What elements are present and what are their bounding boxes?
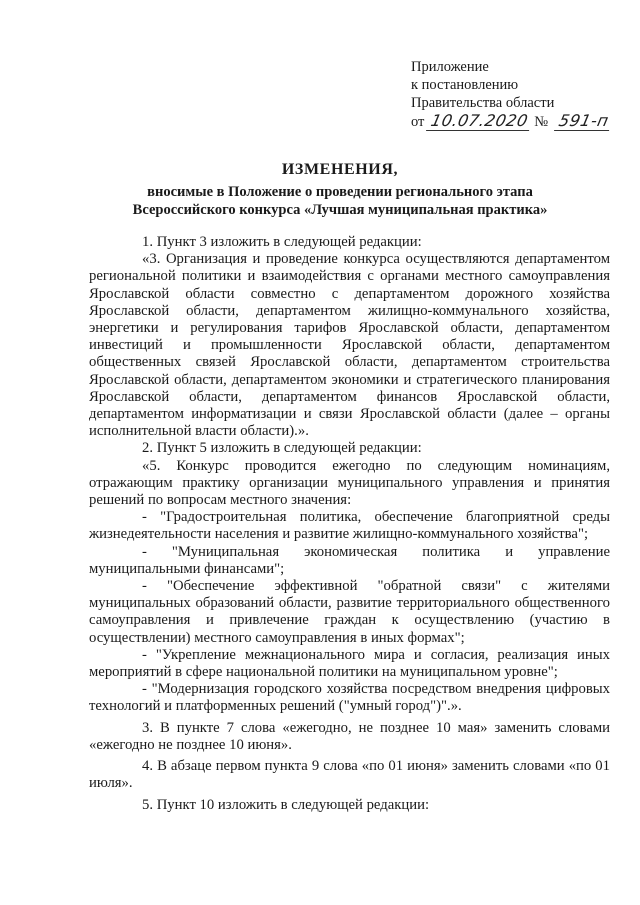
paragraph-10: 3. В пункте 7 слова «ежегодно, не позднее 10 мая» заменить словами «ежегодно не позднее 10 июня».	[89, 719, 610, 753]
paragraph-2: «3. Организация и проведение конкурса осуществляются департаментом региональной политики и взаимодействия с органами местного самоуправления Ярославской области совместно с департаментом дорожного хозяйства Ярославской области, департаментом жилищно-коммунального хозяйства, энергетики и регулирования тарифов Ярославской области, департаментом инвестиций и промышленности Ярославской области, департаментом общественных связей Ярославской области, департаментом строительства Ярославской области, департаментом экономики и стратегического планирования Ярославской области, департаментом финансов Ярославской области, департаментом информатизации и связи Ярославской области (далее – органы исполнительной власти области).».	[89, 251, 610, 440]
date-prefix: от	[411, 114, 425, 130]
paragraph-11: 4. В абзаце первом пункта 9 слова «по 01 июня» заменить словами «по 01 июля».	[89, 758, 610, 792]
subtitle-line-2: Всероссийского конкурса «Лучшая муниципальная практика»	[132, 202, 548, 218]
number-label: №	[534, 114, 549, 130]
handwritten-number: 591-п	[554, 112, 613, 131]
paragraph-12: 5. Пункт 10 изложить в следующей редакции:	[142, 796, 430, 813]
handwritten-date: 10.07.2020	[426, 112, 533, 131]
paragraph-9: - "Модернизация городского хозяйства посредством внедрения цифровых технологий и платформенных решений ("умный город")".».	[89, 681, 610, 715]
attachment-line-3: Правительства области	[411, 95, 555, 111]
paragraph-6: - "Муниципальная экономическая политика и управление муниципальными финансами";	[89, 543, 610, 577]
paragraph-1: 1. Пункт 3 изложить в следующей редакции:	[142, 234, 422, 250]
document-body	[89, 234, 610, 814]
document-heading: ИЗМЕНЕНИЯ,	[281, 161, 399, 178]
paragraph-4: «5. Конкурс проводится ежегодно по следующим номинациям, отражающим практику организации муниципального управления и принятия решений по вопросам местного значения:	[89, 457, 610, 509]
attachment-line-2: к постановлению	[411, 77, 519, 93]
paragraph-7: - "Обеспечение эффективной "обратной связи" с жителями муниципальных образований области, развитие территориального общественного самоуправления и привлечение граждан к осуществлению (участию в осуществлении) местного самоуправления в иных формах";	[89, 578, 610, 646]
attachment-line-1: Приложение	[411, 59, 489, 75]
attachment-line-4	[411, 112, 626, 131]
paragraph-5: - "Градостроительная политика, обеспечение благоприятной среды жизнедеятельности населения и развитие жилищно-коммунального хозяйства";	[89, 509, 610, 543]
document-subtitle	[60, 183, 620, 219]
subtitle-line-1: вносимые в Положение о проведении регионального этапа	[147, 184, 533, 200]
paragraph-8: - "Укрепление межнационального мира и согласия, реализация иных мероприятий в сфере национальной политики на муниципальном уровне";	[89, 646, 610, 681]
paragraph-3: 2. Пункт 5 изложить в следующей редакции:	[142, 440, 422, 457]
attachment-block	[411, 58, 626, 131]
